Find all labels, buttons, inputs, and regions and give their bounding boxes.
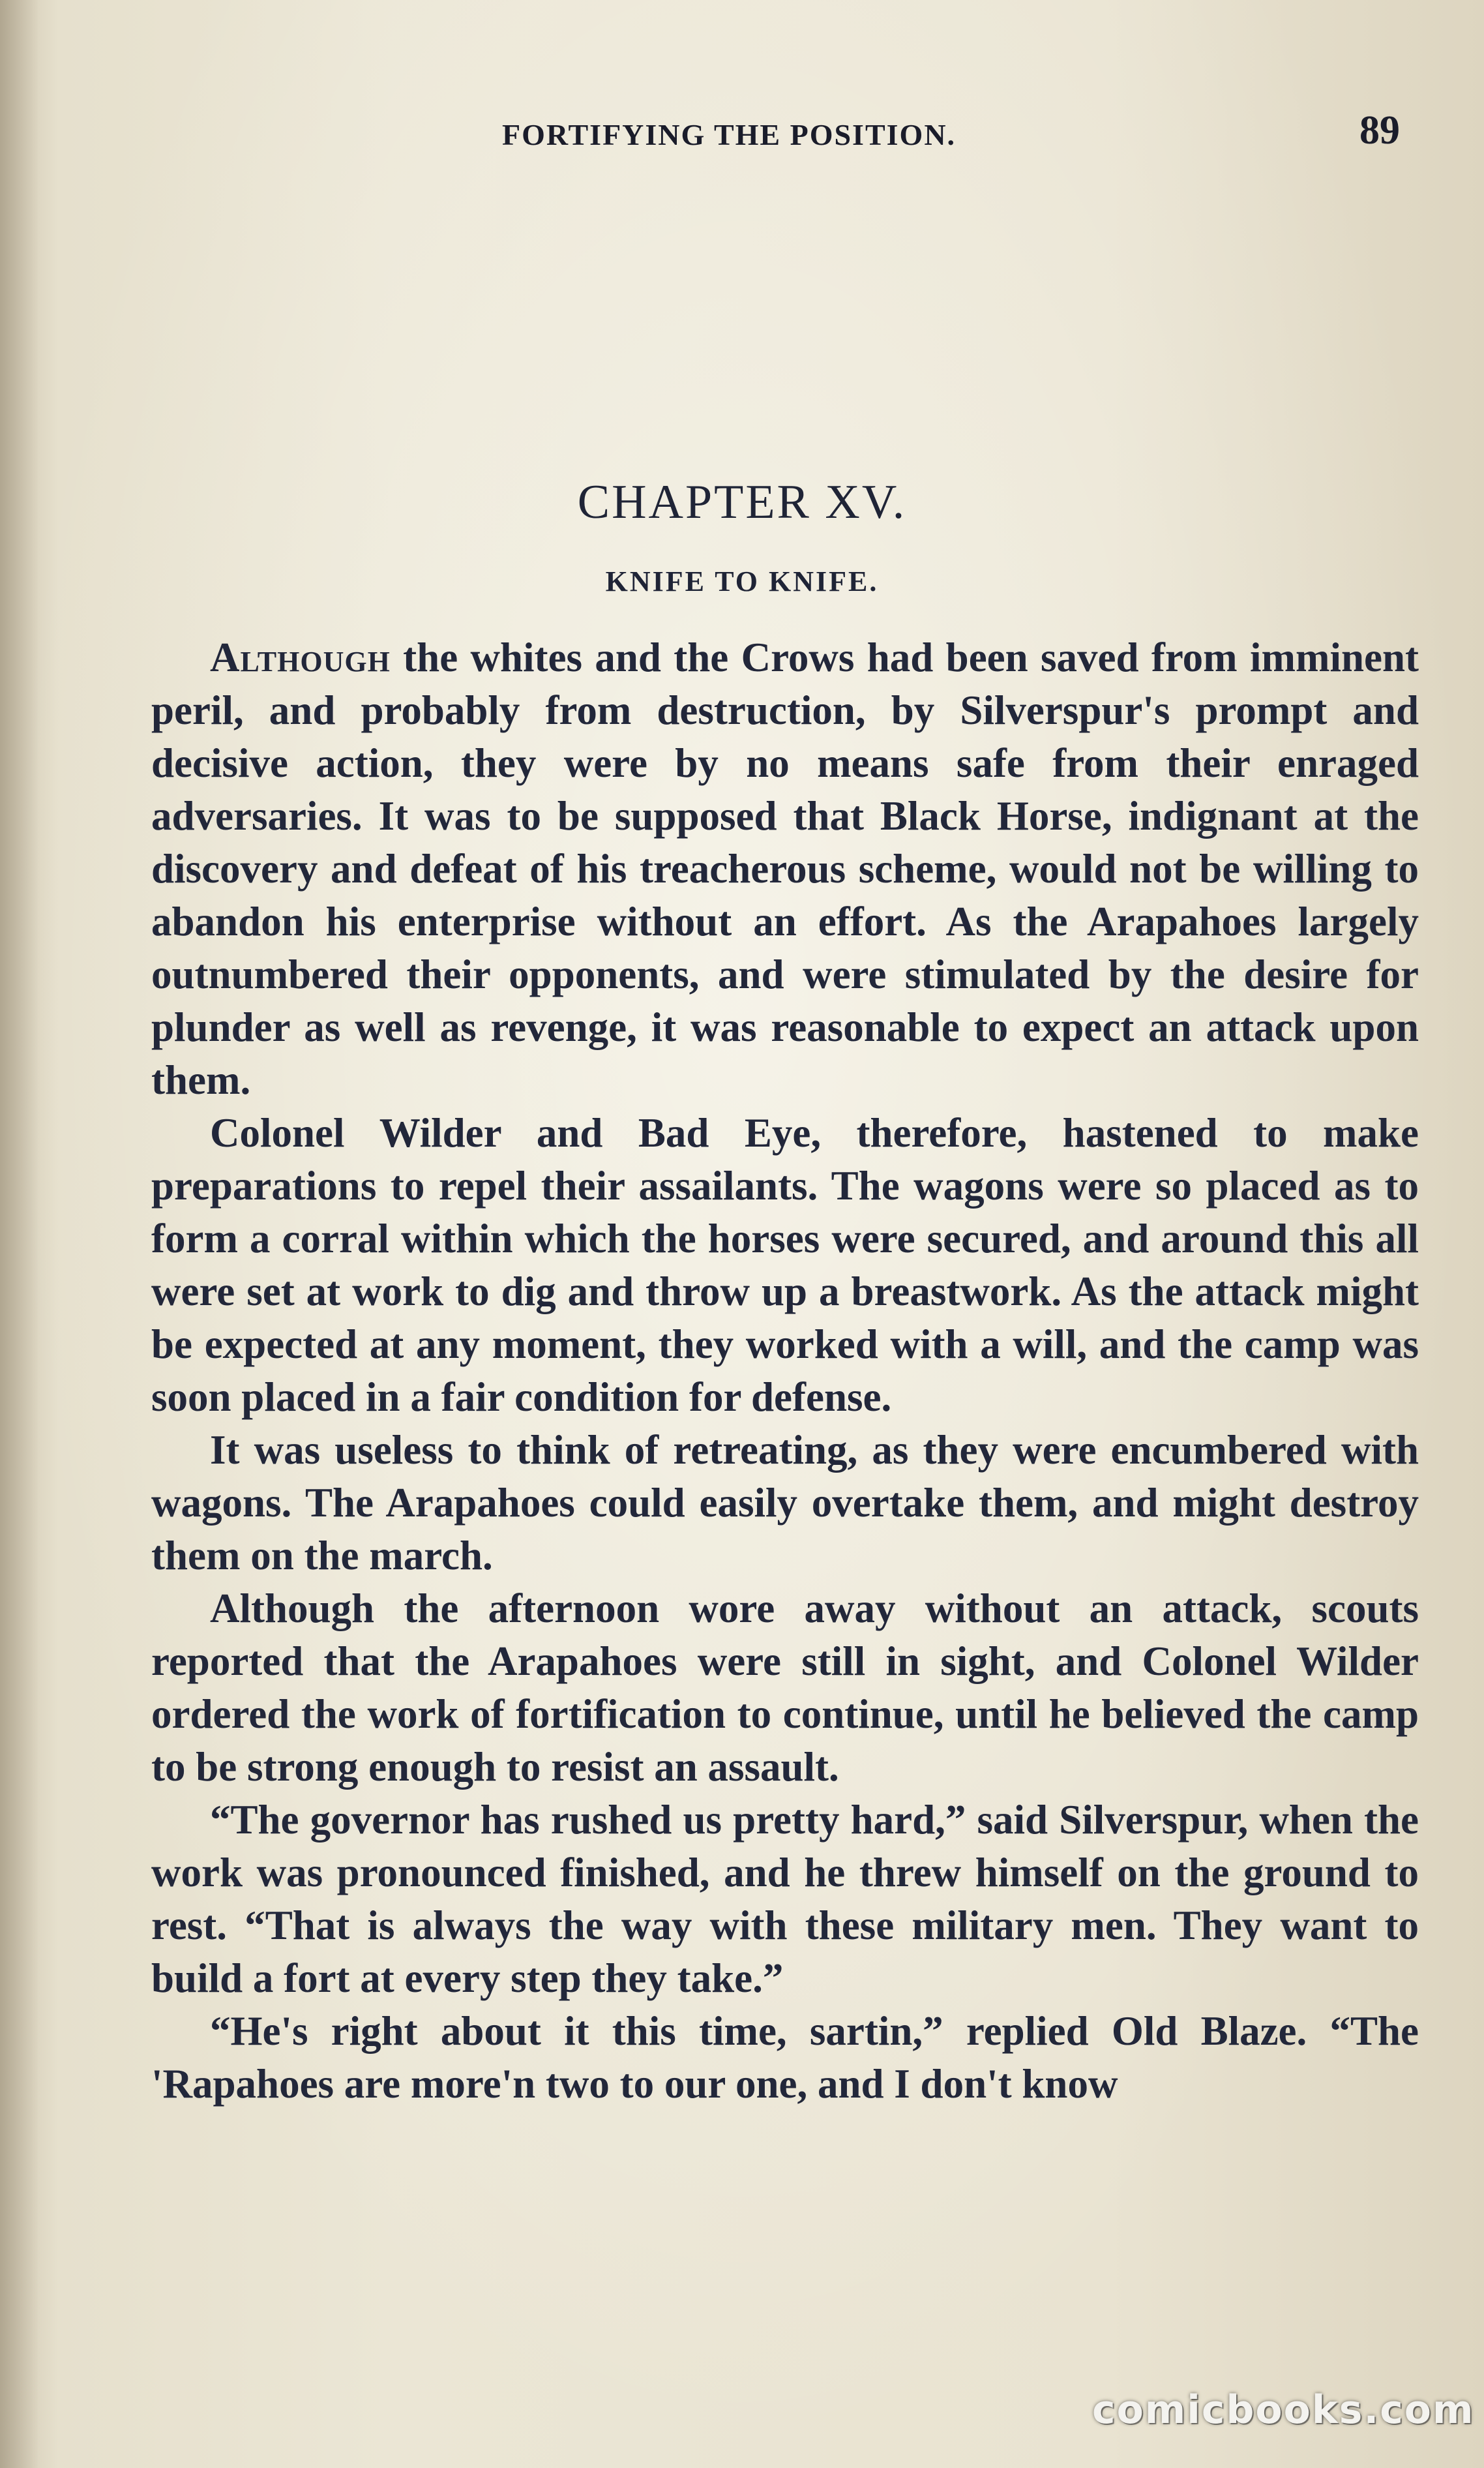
watermark-logo: comicbooks.com (1092, 2387, 1475, 2433)
paragraph-text: “He's right about it this time, sartin,” replied Old Blaze. “The 'Rapahoes are more'n two to our one, and I don't know (151, 2008, 1419, 2107)
running-head: FORTIFYING THE POSITION. (502, 118, 957, 151)
paragraph-4 (151, 1582, 1419, 1794)
paragraph-2 (151, 1107, 1419, 1424)
paragraph-text: “The governor has rushed us pretty hard,” said Silverspur, when the work was pronounced finished, and he threw himself on the ground to rest. “That is always the way with these military men. They want to build a fort at every step they take.” (151, 1797, 1419, 2001)
paragraph-text: Although the afternoon wore away without an attack, scouts reported that the Arapahoes were still in sight, and Colonel Wilder ordered the work of fortification to continue, until he believed the camp to be strong enough to resist an assault. (151, 1586, 1419, 1790)
chapter-subtitle: KNIFE TO KNIFE. (605, 565, 879, 597)
paragraph-text: the whites and the Crows had been saved from imminent peril, and probably from destruction, by Silverspur's prompt and decisive action, they were by no means safe from their enraged adversaries. It was to be supposed that Black Horse, indignant at the discovery and defeat of his treacherous scheme, would not be willing to abandon his enterprise without an effort. As the Arapahoes largely outnumbered their opponents, and were stimulated by the desire for plunder as well as revenge, it was reasonable to expect an attack upon them. (151, 635, 1419, 1103)
paragraph-3 (151, 1424, 1419, 1582)
paragraph-text: It was useless to think of retreating, as they were encumbered with wagons. The Arapahoes could easily overtake them, and might destroy them on the march. (151, 1427, 1419, 1578)
paragraph-5 (151, 1794, 1419, 2005)
body-text (151, 631, 1419, 2111)
chapter-title: CHAPTER XV. (577, 475, 907, 529)
page-number: 89 (1359, 108, 1400, 153)
paragraph-1 (151, 631, 1419, 1107)
page-edge-shadow (0, 0, 39, 2468)
paragraph-lead-word: Although (210, 635, 391, 680)
paragraph-text: Colonel Wilder and Bad Eye, therefore, hastened to make preparations to repel their assailants. The wagons were so placed as to form a corral within which the horses were secured, and around this all were set at work to dig and throw up a breastwork. As the attack might be expected at any moment, they worked with a will, and the camp was soon placed in a fair condition for defense. (151, 1110, 1419, 1420)
paragraph-6 (151, 2005, 1419, 2111)
